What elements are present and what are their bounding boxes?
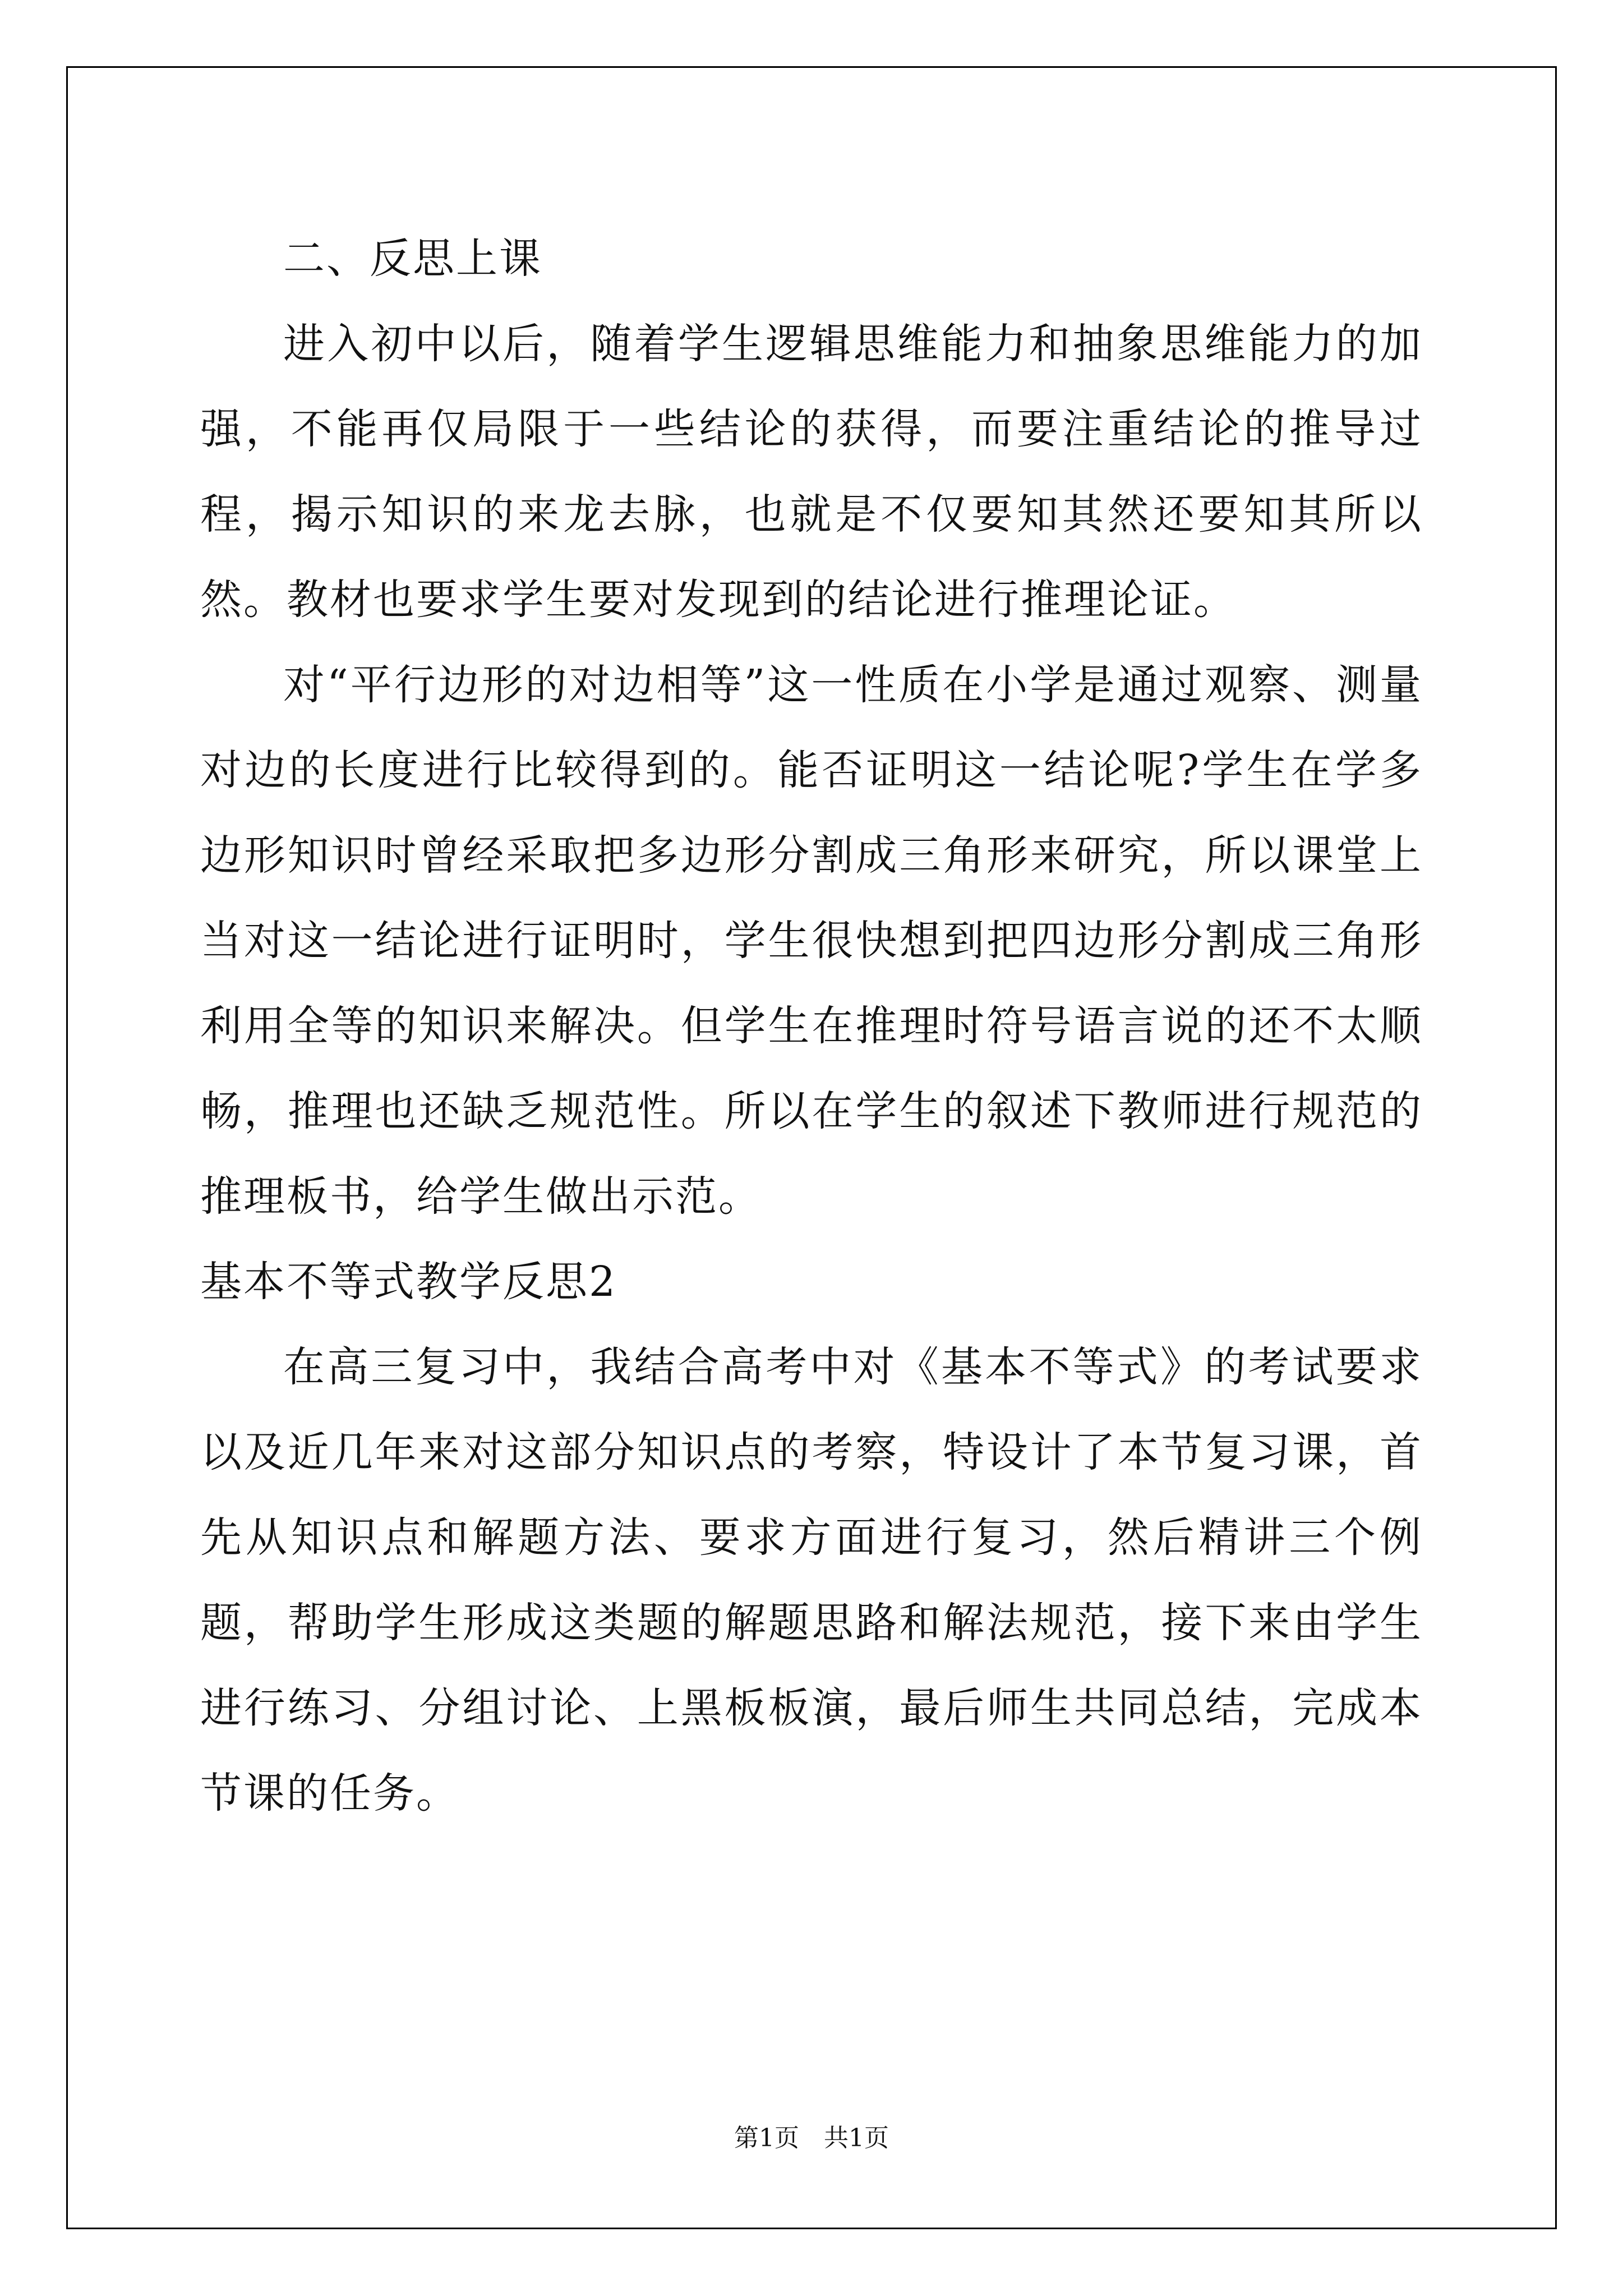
page-number: 第1页 (734, 2124, 799, 2152)
section-heading: 二、反思上课 (283, 234, 542, 283)
paragraph-3: 在高三复习中，我结合高考中对《基本不等式》的考试要求以及近几年来对这部分知识点的考察，特设计了本节复习课，首先从知识点和解题方法、要求方面进行复习，然后精讲三个例题，帮助学生形成这类题的解题思路和解法规范，接下来由学生进行练习、分组讨论、上黑板板演，最后师生共同总结，完成本节课的任务。 (200, 1343, 1423, 1818)
paragraph-2: 对“平行边形的对边相等”这一性质在小学是通过观察、测量对边的长度进行比较得到的。能否证明这一结论呢?学生在学多边形知识时曾经采取把多边形分割成三角形来研究，所以课堂上当对这一结论进行证明时，学生很快想到把四边形分割成三角形利用全等的知识来解决。但学生在推理时符号语言说的还不太顺畅，推理也还缺乏规范性。所以在学生的叙述下教师进行规范的推理板书，给学生做出示范。 (200, 661, 1423, 1221)
page-footer (0, 2122, 1623, 2155)
paragraph-1: 进入初中以后，随着学生逻辑思维能力和抽象思维能力的加强，不能再仅局限于一些结论的获得，而要注重结论的推导过程，揭示知识的来龙去脉，也就是不仅要知其然还要知其所以然。教材也要求学生要对发现到的结论进行推理论证。 (200, 320, 1423, 624)
document-title: 基本不等式教学反思2 (200, 1258, 617, 1306)
document-body (200, 216, 1423, 1836)
page-total: 共1页 (824, 2124, 889, 2152)
